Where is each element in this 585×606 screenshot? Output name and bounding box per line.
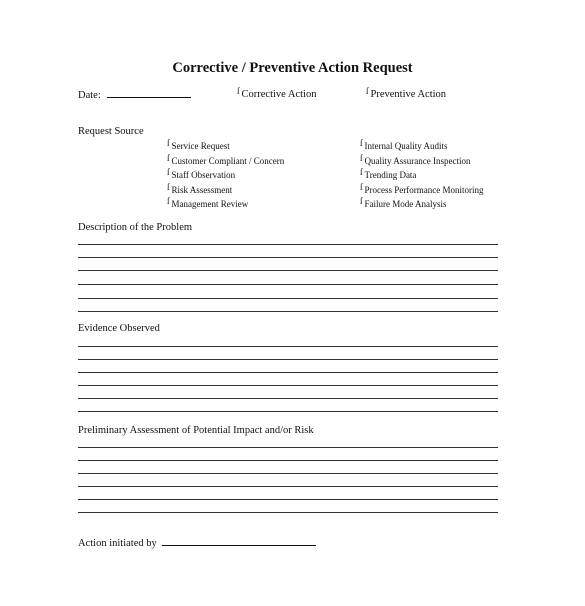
source-option[interactable]: ſ Process Performance Monitoring	[360, 181, 484, 195]
checkbox-icon[interactable]: ſ	[360, 181, 363, 192]
evidence-line[interactable]	[78, 411, 498, 412]
checkbox-icon[interactable]: ſ	[167, 138, 170, 148]
description-line[interactable]	[78, 311, 498, 312]
description-label: Description of the Problem	[78, 222, 193, 233]
date-field[interactable]	[78, 90, 191, 101]
preventive-action-label: Preventive Action	[370, 89, 447, 100]
assessment-line[interactable]	[78, 447, 498, 448]
checkbox-icon[interactable]: ſ	[237, 86, 240, 96]
source-option[interactable]: ſ Failure Mode Analysis	[360, 196, 447, 210]
checkbox-icon[interactable]: ſ	[167, 181, 170, 192]
checkbox-icon[interactable]: ſ	[360, 152, 363, 163]
initiated-by-field[interactable]	[78, 538, 316, 549]
source-option[interactable]: ſ Management Review	[167, 196, 249, 210]
form-title: Corrective / Preventive Action Request	[172, 60, 413, 76]
source-option[interactable]: ſ Staff Observation	[167, 167, 236, 181]
evidence-line[interactable]	[78, 346, 498, 347]
checkbox-icon[interactable]: ſ	[167, 196, 170, 207]
initiated-by-blank[interactable]	[162, 545, 316, 546]
checkbox-icon[interactable]: ſ	[360, 138, 363, 148]
evidence-line[interactable]	[78, 359, 498, 360]
preventive-action-option[interactable]	[366, 86, 447, 100]
request-source-label: Request Source	[78, 126, 144, 137]
date-label: Date:	[78, 90, 101, 101]
assessment-line[interactable]	[78, 460, 498, 461]
corrective-action-label: Corrective Action	[241, 89, 317, 100]
date-blank[interactable]	[107, 97, 191, 98]
source-option[interactable]: ſ Trending Data	[360, 167, 417, 181]
evidence-line[interactable]	[78, 372, 498, 373]
checkbox-icon[interactable]: ſ	[167, 167, 170, 178]
assessment-line[interactable]	[78, 499, 498, 500]
sources-right-list	[360, 139, 484, 212]
checkbox-icon[interactable]: ſ	[167, 152, 170, 163]
description-line[interactable]	[78, 298, 498, 299]
source-option[interactable]: ſ Customer Compliant / Concern	[167, 152, 285, 166]
source-option[interactable]: ſ Service Request	[167, 138, 230, 151]
description-line[interactable]	[78, 270, 498, 271]
checkbox-icon[interactable]: ſ	[360, 196, 363, 207]
initiated-by-label: Action initiated by	[78, 538, 157, 549]
description-line[interactable]	[78, 257, 498, 258]
sources-left-list	[167, 139, 284, 212]
description-line[interactable]	[78, 244, 498, 245]
source-option[interactable]: ſ Internal Quality Audits	[360, 138, 448, 151]
evidence-line[interactable]	[78, 385, 498, 386]
checkbox-icon[interactable]: ſ	[366, 86, 369, 96]
description-line[interactable]	[78, 284, 498, 285]
assessment-label: Preliminary Assessment of Potential Impact and/or Risk	[78, 425, 314, 436]
source-option[interactable]: ſ Quality Assurance Inspection	[360, 152, 471, 166]
assessment-line[interactable]	[78, 512, 498, 513]
assessment-line[interactable]	[78, 486, 498, 487]
evidence-line[interactable]	[78, 398, 498, 399]
checkbox-icon[interactable]: ſ	[360, 167, 363, 178]
assessment-line[interactable]	[78, 473, 498, 474]
evidence-label: Evidence Observed	[78, 323, 160, 334]
source-option[interactable]: ſ Risk Assessment	[167, 181, 233, 195]
corrective-action-option[interactable]	[237, 86, 317, 100]
